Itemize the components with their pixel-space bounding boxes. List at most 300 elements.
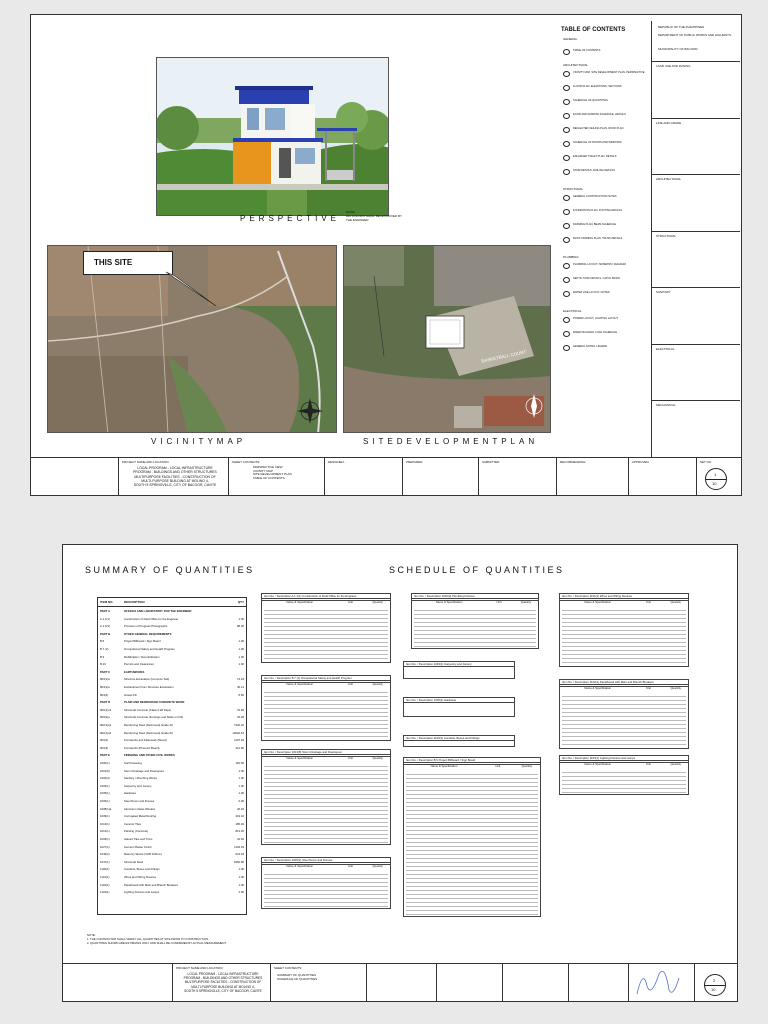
table-cell: EARTHWORKS [124, 669, 145, 674]
schedule-line-item [264, 906, 388, 907]
schedule-line-item [264, 622, 388, 623]
schedule-line-item [406, 782, 538, 783]
table-cell: 813.45 [235, 829, 244, 834]
schedule-line-item [264, 654, 388, 655]
schedule-line-item [562, 788, 686, 789]
table-row [98, 699, 246, 706]
table-row [98, 783, 246, 790]
toc-bullet-circle [563, 141, 570, 147]
table-cell: PART A [100, 609, 111, 613]
table-cell: 902(1)a1 [100, 723, 112, 727]
table-row [98, 775, 246, 782]
schedule-line-item [562, 658, 686, 659]
toc-bullet-circle [563, 291, 570, 297]
schedule-col-header: Unit [645, 762, 651, 766]
toc-general-label: GENERAL [563, 37, 578, 41]
schedule-box [261, 857, 391, 909]
table-cell: 1.00 [238, 783, 244, 788]
title-block-line: PROGRAM - BUILDINGS AND OTHER STRUCTURES [183, 976, 263, 981]
toc-item-text: FOUNDATION PLAN, FOOTING DETAILS [573, 209, 623, 212]
sheet-number-circle-2: 2 10 [704, 974, 726, 996]
schedule-col-header: Unit [645, 686, 651, 690]
table-cell: 3450.80 [233, 859, 244, 864]
toc-bullet-circle [563, 263, 570, 269]
toc-item-text: ENLARGED TOILET PLAN, DETAILS [573, 155, 617, 158]
table-cell: 1005(1) [100, 791, 110, 796]
approval-sub: DEPARTMENT OF PUBLIC WORKS AND HIGHWAYS [658, 33, 732, 37]
schedule-line-item [406, 822, 538, 823]
title-block-line: SITE DEVELOPMENT PLAN [253, 472, 292, 477]
schedule-line-item [406, 882, 538, 883]
toc-bullet-circle [563, 71, 570, 77]
schedule-line-item [406, 862, 538, 863]
schedule-line-item [406, 778, 538, 779]
this-site-label: THIS SITE [94, 258, 133, 267]
table-cell: 42.62 [237, 837, 244, 841]
schedule-line-item [264, 736, 388, 737]
table-cell: Embankment from Structure Excavation [124, 685, 174, 689]
table-cell: 902(1)a2 [100, 730, 112, 735]
table-cell: 1.00 [238, 875, 244, 879]
schedule-line-item [406, 914, 538, 915]
table-cell: Steel Doors and Frames [124, 799, 155, 803]
table-cell: B.10 [100, 662, 106, 667]
approval-row-label: MECHANICAL [656, 403, 676, 408]
schedule-line-item [406, 834, 538, 835]
table-row [98, 851, 246, 858]
title-block-line: TABLE OF CONTENTS [253, 475, 285, 480]
table-row [98, 874, 246, 881]
schedule-line-item [562, 784, 686, 785]
schedule-line-item [264, 712, 388, 713]
schedule-line-item [414, 634, 536, 635]
title-block-line: MULTIPURPOSE FACILITIES - CONSTRUCTION OF [134, 474, 216, 479]
table-row [98, 806, 246, 813]
schedule-line-item [264, 834, 388, 835]
table-row [98, 889, 246, 896]
schedule-col-header: Name & Specification [584, 762, 612, 766]
table-cell: Sanitary / Plumbing Works [124, 776, 157, 781]
schedule-line-item [414, 646, 536, 647]
table-cell: 1.00 [238, 654, 244, 659]
toc-item [563, 113, 647, 123]
schedule-line-item [264, 842, 388, 843]
table-cell: 1103(1) [100, 890, 110, 895]
title-block-line: PERSPECTIVE VIEW [253, 465, 283, 469]
summary-header-cell: DESCRIPTION [124, 600, 145, 604]
toc-item-text: PLUMBING LAYOUT, ISOMETRIC DIAGRAM [573, 263, 626, 266]
schedule-line-item [562, 776, 686, 777]
schedule-col-header: Name & Specification [286, 600, 314, 604]
table-cell: Soil Poisoning [124, 761, 142, 765]
title-block-line: PROGRAM - BUILDINGS AND OTHER STRUCTURES [133, 470, 217, 475]
table-row [98, 730, 246, 737]
schedule-line-item [264, 646, 388, 647]
toc-item [563, 345, 647, 355]
schedule-line-item [562, 724, 686, 725]
schedule-col-header: Quantity [670, 686, 681, 690]
site-plan-caption: SITEDEVELOPMENTPLAN [363, 437, 539, 446]
table-cell: Structural Concrete (Footings and Slabs on Fill) [124, 715, 183, 720]
schedule-box [261, 593, 391, 663]
schedule-line-item [562, 654, 686, 655]
toc-bullet-circle [563, 169, 570, 175]
table-row [98, 882, 246, 889]
tb2-contents: SHEET CONTENTS: SUMMARY OF QUANTITIES SCHEDULE OF QUANTITIES [271, 964, 367, 1002]
tb1-submitted: SUBMITTED: [479, 458, 557, 496]
table-row [98, 676, 246, 683]
schedule-col-header: Name & Specification [286, 756, 314, 760]
table-cell: Structural Steel [124, 859, 144, 864]
toc-group-label: PLUMBING [563, 255, 579, 259]
toc-bullet-circle [563, 345, 570, 351]
schedule-line-item [406, 910, 538, 911]
table-cell: 1047(1) [100, 859, 110, 864]
schedule-line-item [562, 740, 686, 741]
toc-item [563, 195, 647, 205]
approval-row [652, 287, 740, 344]
approval-row-label: STRUCTURAL [656, 233, 677, 238]
table-cell: Project Billboard / Sign Board [124, 639, 161, 644]
table-cell: 1102(1) [100, 882, 110, 887]
toc-item-text: ROOF FRAMING PLAN, TRUSS DETAILS [573, 237, 623, 240]
schedule-col-header: Name & Specification [584, 600, 612, 604]
table-cell: 1.00 [238, 882, 244, 887]
table-cell: 88.00 [237, 624, 244, 629]
table-cell: 804(4) [100, 692, 109, 697]
table-cell: Gravel Fill [124, 692, 137, 697]
drawing-sheet-2 [62, 544, 738, 1002]
toc-bullet-circle [563, 127, 570, 133]
table-cell: 34.28 [237, 715, 244, 720]
schedule-line-item [406, 858, 538, 859]
table-cell: 185.94 [235, 821, 244, 826]
schedule-line-item [264, 882, 388, 883]
toc-bullet-circle [563, 195, 570, 201]
table-cell: 1009(1) [100, 814, 110, 819]
toc-bullet-circle [563, 113, 570, 119]
schedule-line-item [562, 630, 686, 631]
table-cell: OTHER GENERAL REQUIREMENTS [124, 631, 172, 636]
schedule-box-title: Item No. / Description 1002(3) Plumbing Fixtures [412, 594, 538, 599]
table-cell: 1027(1) [100, 844, 110, 849]
table-cell: 1100(1) [100, 867, 110, 872]
schedule-col-header: Unit [347, 756, 353, 760]
table-row [98, 654, 246, 661]
toc-item [563, 169, 647, 179]
table-cell: 900(1)c4 [100, 707, 112, 712]
table-row [98, 692, 246, 699]
toc-item-text: GENERAL CONSTRUCTION NOTES [573, 195, 617, 198]
schedule-line-item [264, 728, 388, 729]
schedule-line-item [562, 634, 686, 635]
table-cell: Construction of Field Office for the Engineer [124, 616, 179, 621]
toc-item-text: STAIR DETAILS, RAILING DETAILS [573, 169, 615, 172]
table-cell: Masonry Works (CHB 100mm) [124, 852, 163, 857]
schedule-line-item [264, 618, 388, 619]
schedule-line-item [264, 790, 388, 791]
toc-general-row [563, 49, 647, 57]
schedule-line-item [562, 732, 686, 733]
table-cell: 1006(1) [100, 799, 110, 803]
table-cell: Formworks and Falsework (Wood) [124, 738, 167, 743]
table-cell: 1.00 [238, 639, 244, 644]
tb2-sheet-number [695, 964, 737, 1002]
drawing-sheet-1 [30, 14, 742, 496]
schedule-line-item [562, 642, 686, 643]
toc-item [563, 237, 647, 247]
schedule-line-item [406, 786, 538, 787]
note-line: 1. THE CONTRACTOR SHALL VERIFY ALL QUANTITIES AT SITE PRIOR TO CONSTRUCTION. [87, 937, 209, 941]
toc-item-text: RISER DIAGRAM, LOAD SCHEDULE [573, 331, 618, 334]
table-cell: Provision of Progress Photographs [124, 624, 168, 629]
schedule-box [559, 593, 689, 667]
schedule-line-item [562, 646, 686, 647]
table-row [98, 866, 246, 873]
toc-group-label: ARCHITECTURAL [563, 63, 589, 67]
schedule-col-header: Quantity [372, 682, 383, 686]
tb1-contents-lines [253, 466, 323, 480]
tb2-project: PROJECT NAME AND LOCATION: LOCAL PROGRAM - LOCAL INFRASTRUCTURE PROGRAM - BUILDINGS AND OTHER STRUCTURES MULTIPURPOSE FACILITIES - CONSTRUCTION OF MULTI-PURPOSE BUILDING AT MOLINO 4, SOUTH 5 SPRINGVILLE, CITY OF BACOOR, CAVITE [173, 964, 271, 1002]
schedule-line-item [562, 792, 686, 793]
schedule-line-item [562, 736, 686, 737]
schedule-line-item [406, 870, 538, 871]
schedule-box-title: Item No. / Description A.1.1(1) Construction of Field Office for the Engineer [262, 594, 390, 599]
schedule-col-header: Unit [347, 682, 353, 686]
schedule-line-item [414, 626, 536, 627]
basketball-court-label: BASKETBALL COURT [480, 349, 527, 364]
tb1-contents: SHEET CONTENTS: PERSPECTIVE VIEW VICINITY MAP SITE DEVELOPMENT PLAN TABLE OF CONTENTS [229, 458, 325, 496]
table-row [98, 859, 246, 866]
table-row [98, 836, 246, 843]
title-block-line: LOCAL PROGRAM - LOCAL INFRASTRUCTURE [137, 466, 213, 470]
approval-row [652, 174, 740, 231]
schedule-line-item [264, 692, 388, 693]
approval-row-label: SANITARY [656, 290, 671, 295]
title-block-line: SCHEDULE OF QUANTITIES [277, 976, 318, 981]
perspective-rendering [156, 57, 389, 216]
schedule-box-columns [262, 600, 390, 604]
table-cell: Formworks (Phenolic Board) [124, 745, 160, 750]
schedule-box-title: Item No. / Description 1101(1) Wires and Wiring Devices [560, 594, 688, 599]
toc-bullet-circle [563, 331, 570, 337]
schedule-line-item [562, 716, 686, 717]
table-cell: Occupational Safety and Health Program [124, 647, 175, 651]
schedule-box-columns [560, 686, 688, 690]
table-cell: Reinforcing Steel (Deformed) Grade 60 [124, 730, 173, 735]
schedule-col-header: Unit [495, 764, 501, 768]
schedule-line-item [264, 826, 388, 827]
summary-table-header [98, 598, 246, 607]
table-cell: 1104.39 [234, 844, 244, 849]
table-cell: PART C [100, 669, 111, 674]
schedule-line-item [264, 838, 388, 839]
table-row [98, 707, 246, 714]
schedule-line-item [264, 890, 388, 891]
schedule-line-item [562, 614, 686, 615]
toc-item-text: FRAMING PLAN, BEAM SCHEDULE [573, 223, 617, 226]
schedule-line-item [264, 814, 388, 815]
table-row [98, 669, 246, 676]
approval-row [652, 118, 740, 175]
schedule-line-item [406, 846, 538, 847]
toc-bullet-circle [563, 209, 570, 215]
schedule-line-item [562, 728, 686, 729]
schedule-line-item [264, 798, 388, 799]
table-cell: 1014(1) [100, 829, 110, 834]
table-cell: 1003(1) [100, 783, 110, 788]
schedule-box-title: Item No. / Description 1005(1) Hardware [404, 698, 514, 703]
schedule-line-item [264, 830, 388, 831]
toc-item-text: DOOR AND WINDOW SCHEDULE, DETAILS [573, 113, 626, 116]
table-cell: 1001(8) [100, 768, 110, 773]
schedule-col-header: Quantity [670, 600, 681, 604]
table-cell: 1000(1) [100, 761, 110, 765]
toc-bullet-circle [563, 277, 570, 283]
this-site-callout [83, 251, 173, 275]
table-row [98, 646, 246, 653]
table-cell: Ceramic Tiles [124, 821, 141, 826]
toc-item [563, 85, 647, 95]
schedule-box-columns [404, 764, 540, 768]
schedule-line-item [264, 782, 388, 783]
toc-item [563, 263, 647, 273]
tb1-sheet-number: SET NO. 1 10 [697, 458, 741, 496]
table-cell: 1.00 [238, 867, 244, 872]
schedule-line-item [264, 818, 388, 819]
schedule-box-title: Item No. / Description 1100(1) Conduits, Boxes and Fittings [404, 736, 514, 741]
schedule-line-item [264, 778, 388, 779]
table-cell: Storm Drainage and Downspout [124, 768, 164, 773]
toc-item-text: SCHEDULE OF QUANTITIES [573, 99, 608, 102]
toc-bullet-circle [563, 99, 570, 105]
schedule-line-item [562, 650, 686, 651]
table-row [98, 745, 246, 752]
schedule-box-title: Item No. / Description 1102(1) Panelboard with Main and Branch Breakers [560, 680, 688, 685]
schedule-line-item [562, 696, 686, 697]
tb1-designed: DESIGNED: [325, 458, 403, 496]
table-cell: FINISHING AND OTHER CIVIL WORKS [124, 753, 175, 758]
table-cell: 900(2)a [100, 715, 110, 720]
table-row [98, 623, 246, 630]
schedule-box [403, 735, 515, 747]
table-cell: B.7 (2) [100, 647, 109, 651]
table-cell: 10620.54 [232, 730, 244, 735]
schedule-line-item [264, 642, 388, 643]
schedule-line-item [406, 894, 538, 895]
schedule-box-title: Item No. / Description 1003(1) Carpentry and Joinery [404, 662, 514, 667]
schedule-line-item [562, 618, 686, 619]
schedule-box [559, 679, 689, 749]
title-block-line: MULTI-PURPOSE BUILDING AT MOLINO 4, [191, 984, 255, 989]
schedule-line-item [562, 720, 686, 721]
table-row [98, 828, 246, 835]
schedule-title: SCHEDULE OF QUANTITIES [389, 565, 565, 575]
approval-row-label: LAND USE AND ZONING [656, 64, 691, 68]
schedule-line-item [406, 830, 538, 831]
toc-general-item: TABLE OF CONTENTS [573, 49, 601, 52]
table-cell: Painting (Concrete) [124, 829, 149, 834]
schedule-line-item [264, 806, 388, 807]
schedule-box-columns [262, 756, 390, 760]
table-cell: 1101(1) [100, 875, 110, 879]
note-line: NOTE: [87, 933, 96, 937]
title-block-2 [63, 963, 737, 1002]
table-cell: Panelboard with Main and Branch Breakers [124, 882, 178, 887]
table-row [98, 813, 246, 820]
schedule-line-item [264, 894, 388, 895]
schedule-col-header: Name & Specification [584, 686, 612, 690]
schedule-box [403, 697, 515, 717]
table-cell: 46.14 [237, 685, 244, 689]
schedule-line-item [264, 802, 388, 803]
table-cell: 1.00 [238, 776, 244, 781]
schedule-line-item [406, 774, 538, 775]
schedule-boxes [253, 589, 733, 929]
toc-item-text: REFLECTED CEILING PLAN, ROOF PLAN [573, 127, 624, 130]
table-cell: 412.50 [235, 745, 244, 750]
table-cell: PLAIN AND REINFORCED CONCRETE WORK [124, 700, 185, 705]
toc-item-text: GENERAL NOTES, LEGEND [573, 345, 608, 348]
table-cell: 8.66 [238, 692, 244, 697]
tb1-project: PROJECT NAME AND LOCATION: LOCAL PROGRAM - LOCAL INFRASTRUCTURE PROGRAM - BUILDINGS AND OTHER STRUCTURES MULTIPURPOSE FACILITIES - CONSTRUCTION OF MULTI-PURPOSE BUILDING AT MOLINO 4, SOUTH 5 SPRINGVILLE, CITY OF BACOOR, CAVITE [119, 458, 229, 496]
toc-bullet-circle [563, 155, 570, 161]
table-row [98, 737, 246, 744]
schedule-line-item [406, 902, 538, 903]
summary-header-cell: ITEM NO. [100, 600, 114, 604]
table-cell: 7420.32 [233, 723, 244, 727]
table-cell: Corrugated Metal Roofing [124, 814, 157, 819]
table-cell: 1.00 [238, 768, 244, 773]
schedule-col-header: Name & Specification [435, 600, 463, 604]
table-row [98, 714, 246, 721]
table-cell: Mobilization / Demobilization [124, 654, 160, 659]
toc-item [563, 71, 647, 81]
approval-rows [652, 61, 740, 457]
schedule-line-item [264, 898, 388, 899]
schedule-col-header: Unit [347, 864, 353, 868]
schedule-col-header: Quantity [372, 600, 383, 604]
table-cell: 181.50 [235, 761, 244, 765]
schedule-line-item [562, 610, 686, 611]
table-row [98, 661, 246, 668]
title-block-line: SOUTH 5 SPRINGVILLE, CITY OF BACOOR, CAVITE [133, 483, 217, 488]
table-row [98, 760, 246, 767]
schedule-line-item [406, 838, 538, 839]
toc-item [563, 317, 647, 327]
schedule-line-item [406, 810, 538, 811]
table-cell: 1.00 [238, 647, 244, 651]
schedule-line-item [562, 712, 686, 713]
toc-group-label: STRUCTURAL [563, 187, 584, 191]
schedule-line-item [414, 638, 536, 639]
toc-item [563, 155, 647, 165]
toc-item-text: SEPTIC TANK DETAILS, CATCH BASIN [573, 277, 620, 280]
schedule-col-header: Quantity [521, 764, 533, 768]
schedule-line-item [264, 634, 388, 635]
schedule-line-item [406, 798, 538, 799]
table-cell: A.1.1(5) [100, 624, 110, 629]
schedule-line-item [406, 790, 538, 791]
schedule-line-item [562, 622, 686, 623]
schedule-box [559, 755, 689, 795]
schedule-line-item [562, 744, 686, 745]
title-block-line: SOUTH 5 SPRINGVILLE, CITY OF BACOOR, CAVITE [184, 988, 262, 993]
schedule-line-item [406, 866, 538, 867]
schedule-col-header: Name & Specification [286, 864, 314, 868]
table-of-contents-panel [557, 21, 647, 457]
table-cell: 1.00 [238, 791, 244, 796]
